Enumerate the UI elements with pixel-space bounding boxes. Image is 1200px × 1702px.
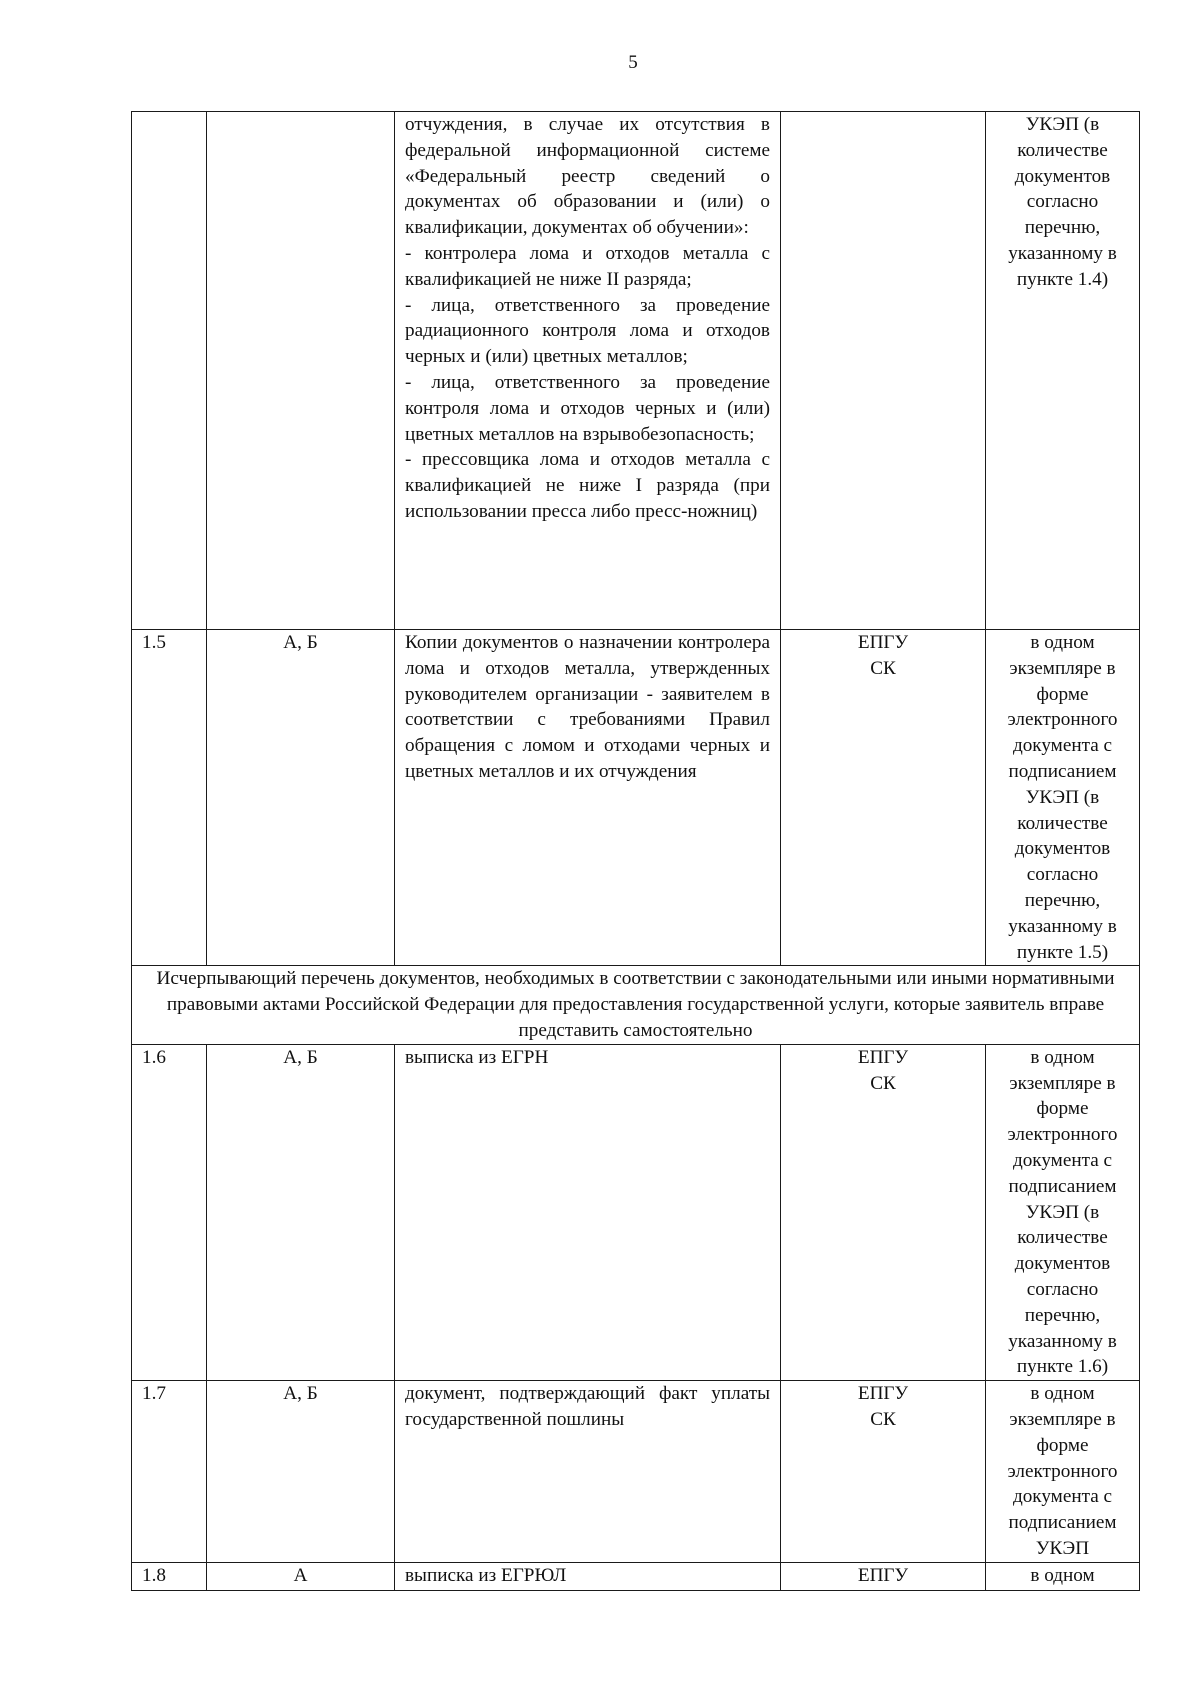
submission-form: в одном экземпляре в форме электронного документа с подписанием УКЭП (986, 1381, 1140, 1563)
applicant-category: А, Б (207, 1044, 395, 1380)
table-row (132, 630, 1140, 966)
documents-table (131, 111, 1140, 1591)
document-description: выписка из ЕГРН (395, 1044, 781, 1380)
document-description: выписка из ЕГРЮЛ (395, 1563, 781, 1591)
table-row (132, 1381, 1140, 1563)
applicant-category: А, Б (207, 630, 395, 966)
submission-form: в одном экземпляре в форме электронного документа с подписанием УКЭП (в количестве документов согласно перечню, указанному в пункте 1.6) (986, 1044, 1140, 1380)
table-row (132, 1563, 1140, 1591)
table-row (132, 1044, 1140, 1380)
applicant-category: А (207, 1563, 395, 1591)
document-description: Копии документов о назначении контролера лома и отходов металла, утвержденных руководителем организации - заявителем в соответствии с требованиями Правил обращения с ломом и отходами черных и цветных металлов и их отчуждения (395, 630, 781, 966)
section-heading-row (132, 966, 1140, 1044)
description-text: отчуждения, в случае их отсутствия в федеральной информационной системе «Федеральный реестр сведений о документах об образовании и (или) о квалификации, документах об обучении»: - контролера лома и отходов металла с квалификацией не ниже II разряда; - лица, ответственного за проведение радиационного контроля лома и отходов черных и (или) цветных металлов; - лица, ответственного за проведение контроля лома и отходов черных и (или) цветных металлов на взрывобезопасность; - прессовщика лома и отходов металла с квалификацией не ниже I разряда (при использовании пресса либо пресс-ножниц) (405, 114, 770, 522)
row-number: 1.7 (132, 1381, 207, 1563)
submission-channels: ЕПГУ СК (781, 1381, 986, 1563)
row-number: 1.8 (132, 1563, 207, 1591)
page-number: 5 (628, 52, 638, 73)
submission-form: УКЭП (в количестве документов согласно перечню, указанному в пункте 1.4) (986, 112, 1140, 630)
applicant-category (207, 112, 395, 630)
row-number: 1.6 (132, 1044, 207, 1380)
submission-channels: ЕПГУ (781, 1563, 986, 1591)
table-row (132, 112, 1140, 630)
submission-form: в одном экземпляре в форме электронного документа с подписанием УКЭП (в количестве документов согласно перечню, указанному в пункте 1.5) (986, 630, 1140, 966)
submission-channels: ЕПГУ СК (781, 630, 986, 966)
row-number (132, 112, 207, 630)
section-heading: Исчерпывающий перечень документов, необходимых в соответствии с законодательными или иными нормативными правовыми актами Российской Федерации для предоставления государственной услуги, которые заявитель вправе представить самостоятельно (132, 966, 1140, 1044)
row-number: 1.5 (132, 630, 207, 966)
document-description: документ, подтверждающий факт уплаты государственной пошлины (395, 1381, 781, 1563)
submission-channels (781, 112, 986, 630)
submission-form: в одном (986, 1563, 1140, 1591)
applicant-category: А, Б (207, 1381, 395, 1563)
document-description (395, 112, 781, 630)
submission-channels: ЕПГУ СК (781, 1044, 986, 1380)
